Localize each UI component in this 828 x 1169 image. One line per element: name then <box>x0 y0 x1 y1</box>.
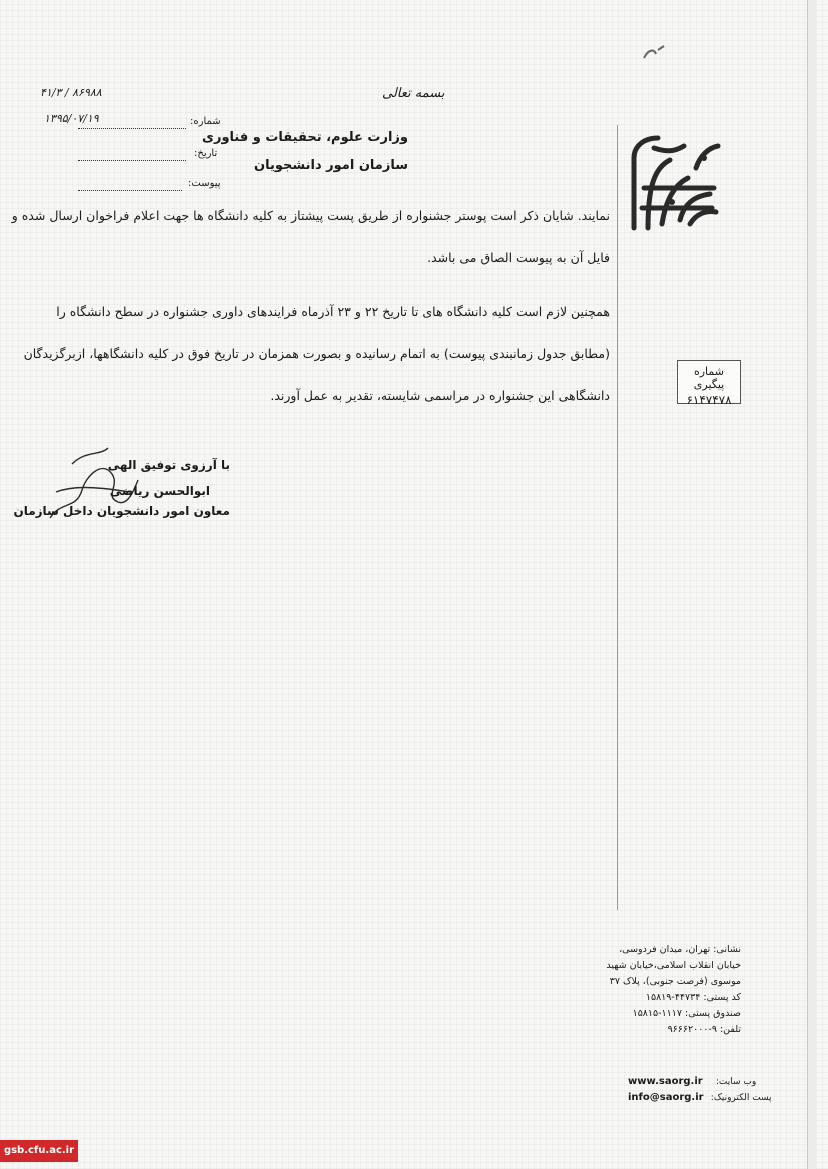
organization-logo <box>624 128 724 238</box>
signatory-name: ابوالحسن ریاضی <box>109 484 210 498</box>
website-url[interactable]: www.saorg.ir <box>628 1076 703 1087</box>
body-line-4: (مطابق جدول زمانبندی پیوست) به اتمام رسانیده و بصورت همزمان در تاریخ فوق در کلیه دانشگاهها، ازبرگزیدگان <box>23 346 610 361</box>
invocation: بسمه تعالی <box>382 86 445 101</box>
website-label: وب سایت: <box>715 1077 757 1087</box>
body-line-1: نمایند. شایان ذکر است پوستر جشنواره از طریق پست پیشتاز به کلیه دانشگاه ها جهت اعلام فراخوان ارسال شده و <box>11 208 610 223</box>
signatory-title: معاون امور دانشجویان داخل سازمان <box>13 504 230 518</box>
contact-postal-code: کد پستی: ۴۴۷۳۴-۱۵۸۱۹ <box>645 992 741 1003</box>
pen-mark <box>640 44 670 64</box>
contact-address-1: نشانی: تهران، میدان فردوسی، <box>619 944 741 955</box>
contact-po-box: صندوق پستی: ۱۱۱۷-۱۵۸۱۵ <box>632 1008 741 1019</box>
date-dotted-line <box>78 150 186 161</box>
contact-phone: تلفن: ۹-۹۶۶۶۲۰۰۰ <box>667 1024 741 1035</box>
body-line-5: دانشگاهی این جشنواره در مراسمی شایسته، تقدیر به عمل آورند. <box>270 388 610 403</box>
date-label: تاریخ: <box>194 148 218 159</box>
contact-address-2: خیابان انقلاب اسلامی،خیابان شهید <box>606 960 741 971</box>
body-line-3: همچنین لازم است کلیه دانشگاه های تا تاریخ ۲۲ و ۲۳ آذرماه فرایندهای داوری جشنواره در سطح دانشگاه را <box>56 304 610 319</box>
body-line-2: فایل آن به پیوست الصاق می باشد. <box>427 250 610 265</box>
attachment-label: پیوست: <box>188 178 221 189</box>
number-label: شماره: <box>190 116 221 127</box>
tracking-number: ۶۱۴۷۴۷۸ <box>686 393 732 407</box>
organization-name: سازمان امور دانشجویان <box>254 158 408 173</box>
email-label: پست الکترونیک: <box>710 1093 772 1103</box>
watermark-stamp: gsb.cfu.ac.ir <box>0 1140 78 1162</box>
sidebar-divider <box>617 125 618 910</box>
tracking-label: شماره پیگیری <box>693 365 725 391</box>
tracking-number-box <box>677 360 741 407</box>
email-row <box>628 1092 772 1103</box>
ministry-name: وزارت علوم، تحقیقات و فناوری <box>202 130 408 145</box>
contact-address-3: موسوی (فرصت جنوبی)، پلاک ۳۷ <box>609 976 741 987</box>
attachment-dotted-line <box>78 180 182 191</box>
signature-closing: با آرزوی توفیق الهی <box>107 458 230 472</box>
letter-number-value: ۴۱/۳ / ۸۶۹۸۸ <box>40 86 102 99</box>
email-address[interactable]: info@saorg.ir <box>628 1092 704 1103</box>
date-value: ۱۳۹۵/۰۷/۱۹ <box>44 112 99 125</box>
website-row <box>628 1076 756 1087</box>
page-edge <box>807 0 816 1169</box>
